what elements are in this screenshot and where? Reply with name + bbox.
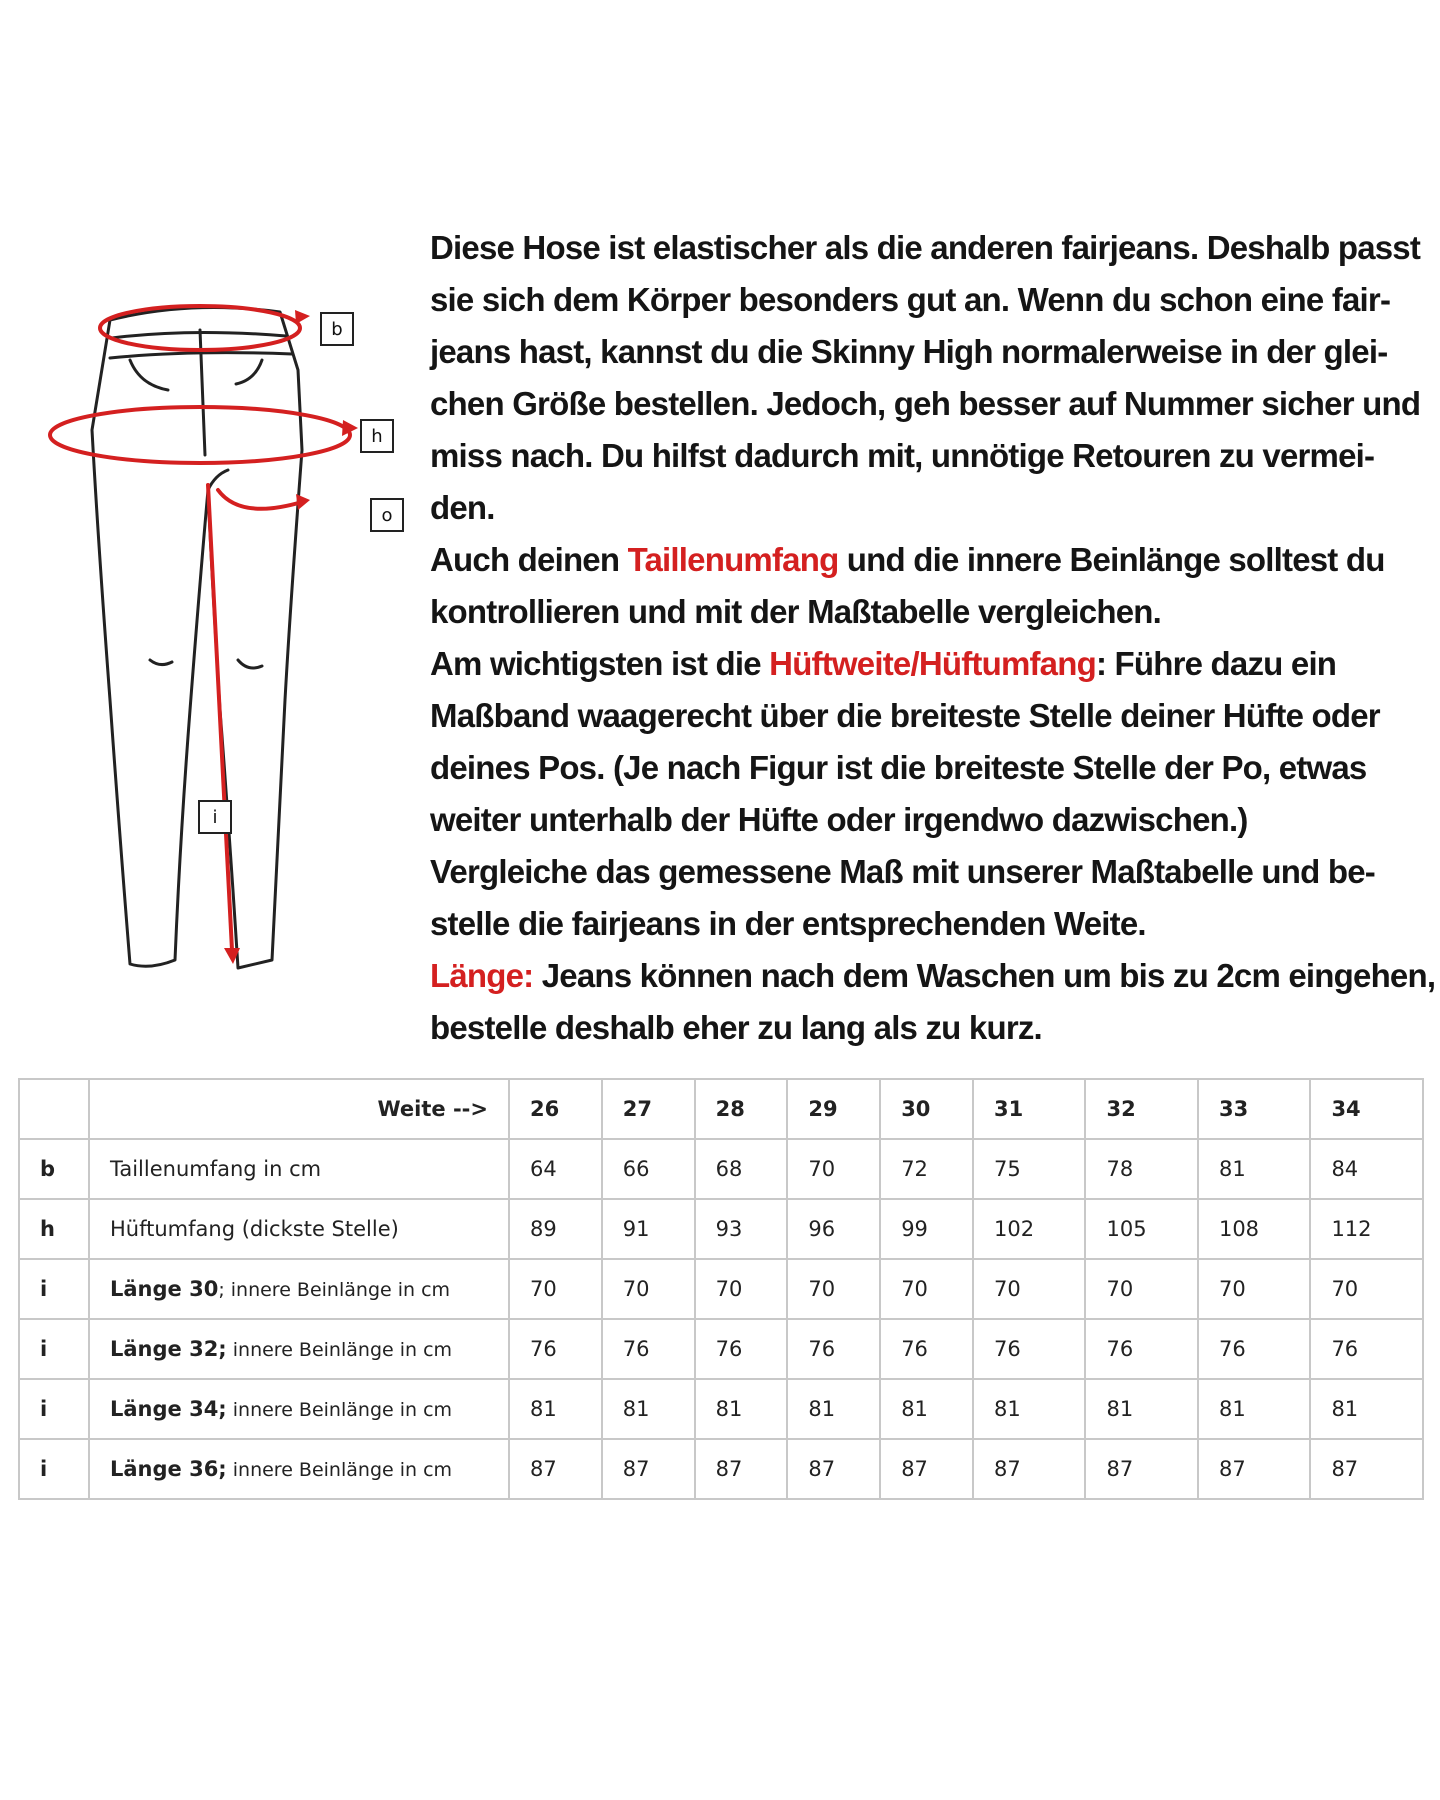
table-row-label-text: innere Beinlänge in cm (226, 1399, 453, 1421)
table-cell: 70 (880, 1259, 973, 1319)
table-header-size: 34 (1310, 1079, 1423, 1139)
table-row-label (89, 1439, 509, 1499)
table-cell: 76 (1310, 1319, 1423, 1379)
table-cell: 84 (1310, 1139, 1423, 1199)
table-cell: 102 (973, 1199, 1085, 1259)
table-cell: 89 (509, 1199, 602, 1259)
table-header-size: 29 (787, 1079, 880, 1139)
table-cell: 81 (787, 1379, 880, 1439)
jeans-measurement-figure (40, 280, 440, 1000)
table-row-key: i (19, 1439, 89, 1499)
table-header-size: 33 (1198, 1079, 1310, 1139)
table-cell: 72 (880, 1139, 973, 1199)
table-cell: 76 (1198, 1319, 1310, 1379)
table-row-label (89, 1259, 509, 1319)
table-row (19, 1379, 1423, 1439)
table-cell: 81 (1198, 1139, 1310, 1199)
table-row (19, 1259, 1423, 1319)
table-cell: 108 (1198, 1199, 1310, 1259)
table-cell: 70 (509, 1259, 602, 1319)
table-cell: 87 (1085, 1439, 1197, 1499)
table-cell: 81 (509, 1379, 602, 1439)
text-line: jeans hast, kannst du die Skinny High normalerweise in der glei- (430, 333, 1388, 370)
text-line: den. (430, 489, 495, 526)
table-cell: 66 (602, 1139, 695, 1199)
table-cell: 87 (973, 1439, 1085, 1499)
label-b: b (320, 312, 354, 346)
table-cell: 87 (1310, 1439, 1423, 1499)
text-line: Auch deinen Taillenumfang und die innere Beinlänge solltest du (430, 541, 1385, 578)
text-line: chen Größe bestellen. Jedoch, geh besser auf Nummer sicher und (430, 385, 1421, 422)
jeans-drawing (40, 280, 440, 1000)
text-line: Am wichtigsten ist die Hüftweite/Hüftumfang: Führe dazu ein (430, 645, 1337, 682)
text-line: Länge: Jeans können nach dem Waschen um bis zu 2cm eingehen, (430, 957, 1436, 994)
table-row-label-bold: Länge 34; (110, 1397, 227, 1421)
text-line: Maßband waagerecht über die breiteste Stelle deiner Hüfte oder (430, 697, 1380, 734)
table-cell: 70 (787, 1259, 880, 1319)
table-cell: 70 (1198, 1259, 1310, 1319)
table-cell: 87 (509, 1439, 602, 1499)
text-line: bestelle deshalb eher zu lang als zu kurz. (430, 1009, 1042, 1046)
text-line: kontrollieren und mit der Maßtabelle vergleichen. (430, 593, 1161, 630)
table-row-label-text: innere Beinlänge in cm (226, 1459, 453, 1481)
table-cell: 81 (695, 1379, 788, 1439)
text-line: deines Pos. (Je nach Figur ist die breiteste Stelle der Po, etwas (430, 749, 1367, 786)
table-cell: 87 (1198, 1439, 1310, 1499)
table-cell: 93 (695, 1199, 788, 1259)
table-cell: 70 (695, 1259, 788, 1319)
table-row-label (89, 1379, 509, 1439)
table-cell: 78 (1085, 1139, 1197, 1199)
table-cell: 76 (602, 1319, 695, 1379)
highlight-taillenumfang: Taillenumfang (627, 541, 839, 578)
table-cell: 70 (973, 1259, 1085, 1319)
table-header-size: 30 (880, 1079, 973, 1139)
table-row-label-text: ; innere Beinlänge in cm (218, 1279, 451, 1301)
table-header-size: 26 (509, 1079, 602, 1139)
table-row (19, 1319, 1423, 1379)
table-cell: 96 (787, 1199, 880, 1259)
table-header-size: 28 (695, 1079, 788, 1139)
text-line: weiter unterhalb der Hüfte oder irgendwo dazwischen.) (430, 801, 1248, 838)
table-header-row (19, 1079, 1423, 1139)
table-cell: 81 (602, 1379, 695, 1439)
table-cell: 76 (695, 1319, 788, 1379)
table-cell: 81 (880, 1379, 973, 1439)
table-row-key: i (19, 1259, 89, 1319)
table-row-label (89, 1319, 509, 1379)
fit-instructions (430, 222, 1436, 1054)
table-cell: 76 (880, 1319, 973, 1379)
table-cell: 76 (509, 1319, 602, 1379)
table-header-size: 32 (1085, 1079, 1197, 1139)
table-cell: 87 (695, 1439, 788, 1499)
table-cell: 87 (880, 1439, 973, 1499)
table-cell: 76 (973, 1319, 1085, 1379)
table-row-key: h (19, 1199, 89, 1259)
table-header-empty (19, 1079, 89, 1139)
table-cell: 68 (695, 1139, 788, 1199)
table-row-label: Taillenumfang in cm (89, 1139, 509, 1199)
table-row (19, 1439, 1423, 1499)
table-header-label: Weite --> (89, 1079, 509, 1139)
table-cell: 87 (602, 1439, 695, 1499)
text-line: miss nach. Du hilfst dadurch mit, unnötige Retouren zu vermei- (430, 437, 1375, 474)
table-cell: 105 (1085, 1199, 1197, 1259)
table-header-size: 31 (973, 1079, 1085, 1139)
size-table (18, 1078, 1424, 1500)
text-line: Vergleiche das gemessene Maß mit unserer Maßtabelle und be- (430, 853, 1375, 890)
table-row-label-bold: Länge 30 (110, 1277, 219, 1301)
table-cell: 81 (1198, 1379, 1310, 1439)
table-row-key: i (19, 1319, 89, 1379)
table-header-size: 27 (602, 1079, 695, 1139)
table-cell: 91 (602, 1199, 695, 1259)
table-row (19, 1199, 1423, 1259)
table-cell: 64 (509, 1139, 602, 1199)
table-row-label: Hüftumfang (dickste Stelle) (89, 1199, 509, 1259)
table-cell: 70 (602, 1259, 695, 1319)
table-cell: 81 (973, 1379, 1085, 1439)
text-line: sie sich dem Körper besonders gut an. Wenn du schon eine fair- (430, 281, 1391, 318)
table-cell: 81 (1310, 1379, 1423, 1439)
table-cell: 75 (973, 1139, 1085, 1199)
table-row-label-bold: Länge 36; (110, 1457, 227, 1481)
text-line: stelle die fairjeans in der entsprechenden Weite. (430, 905, 1146, 942)
table-row-label-bold: Länge 32; (110, 1337, 227, 1361)
text-line: Diese Hose ist elastischer als die anderen fairjeans. Deshalb passt (430, 229, 1421, 266)
table-cell: 76 (787, 1319, 880, 1379)
highlight-hueftweite: Hüftweite/Hüftumfang (769, 645, 1096, 682)
table-row-label-text: innere Beinlänge in cm (226, 1339, 453, 1361)
label-i: i (198, 800, 232, 834)
label-h: h (360, 419, 394, 453)
table-cell: 87 (787, 1439, 880, 1499)
table-cell: 76 (1085, 1319, 1197, 1379)
table-cell: 70 (1085, 1259, 1197, 1319)
table-cell: 81 (1085, 1379, 1197, 1439)
table-cell: 70 (787, 1139, 880, 1199)
table-row (19, 1139, 1423, 1199)
table-cell: 112 (1310, 1199, 1423, 1259)
table-row-key: b (19, 1139, 89, 1199)
table-row-key: i (19, 1379, 89, 1439)
label-o: o (370, 498, 404, 532)
table-cell: 70 (1310, 1259, 1423, 1319)
highlight-laenge: Länge: (430, 957, 534, 994)
table-cell: 99 (880, 1199, 973, 1259)
